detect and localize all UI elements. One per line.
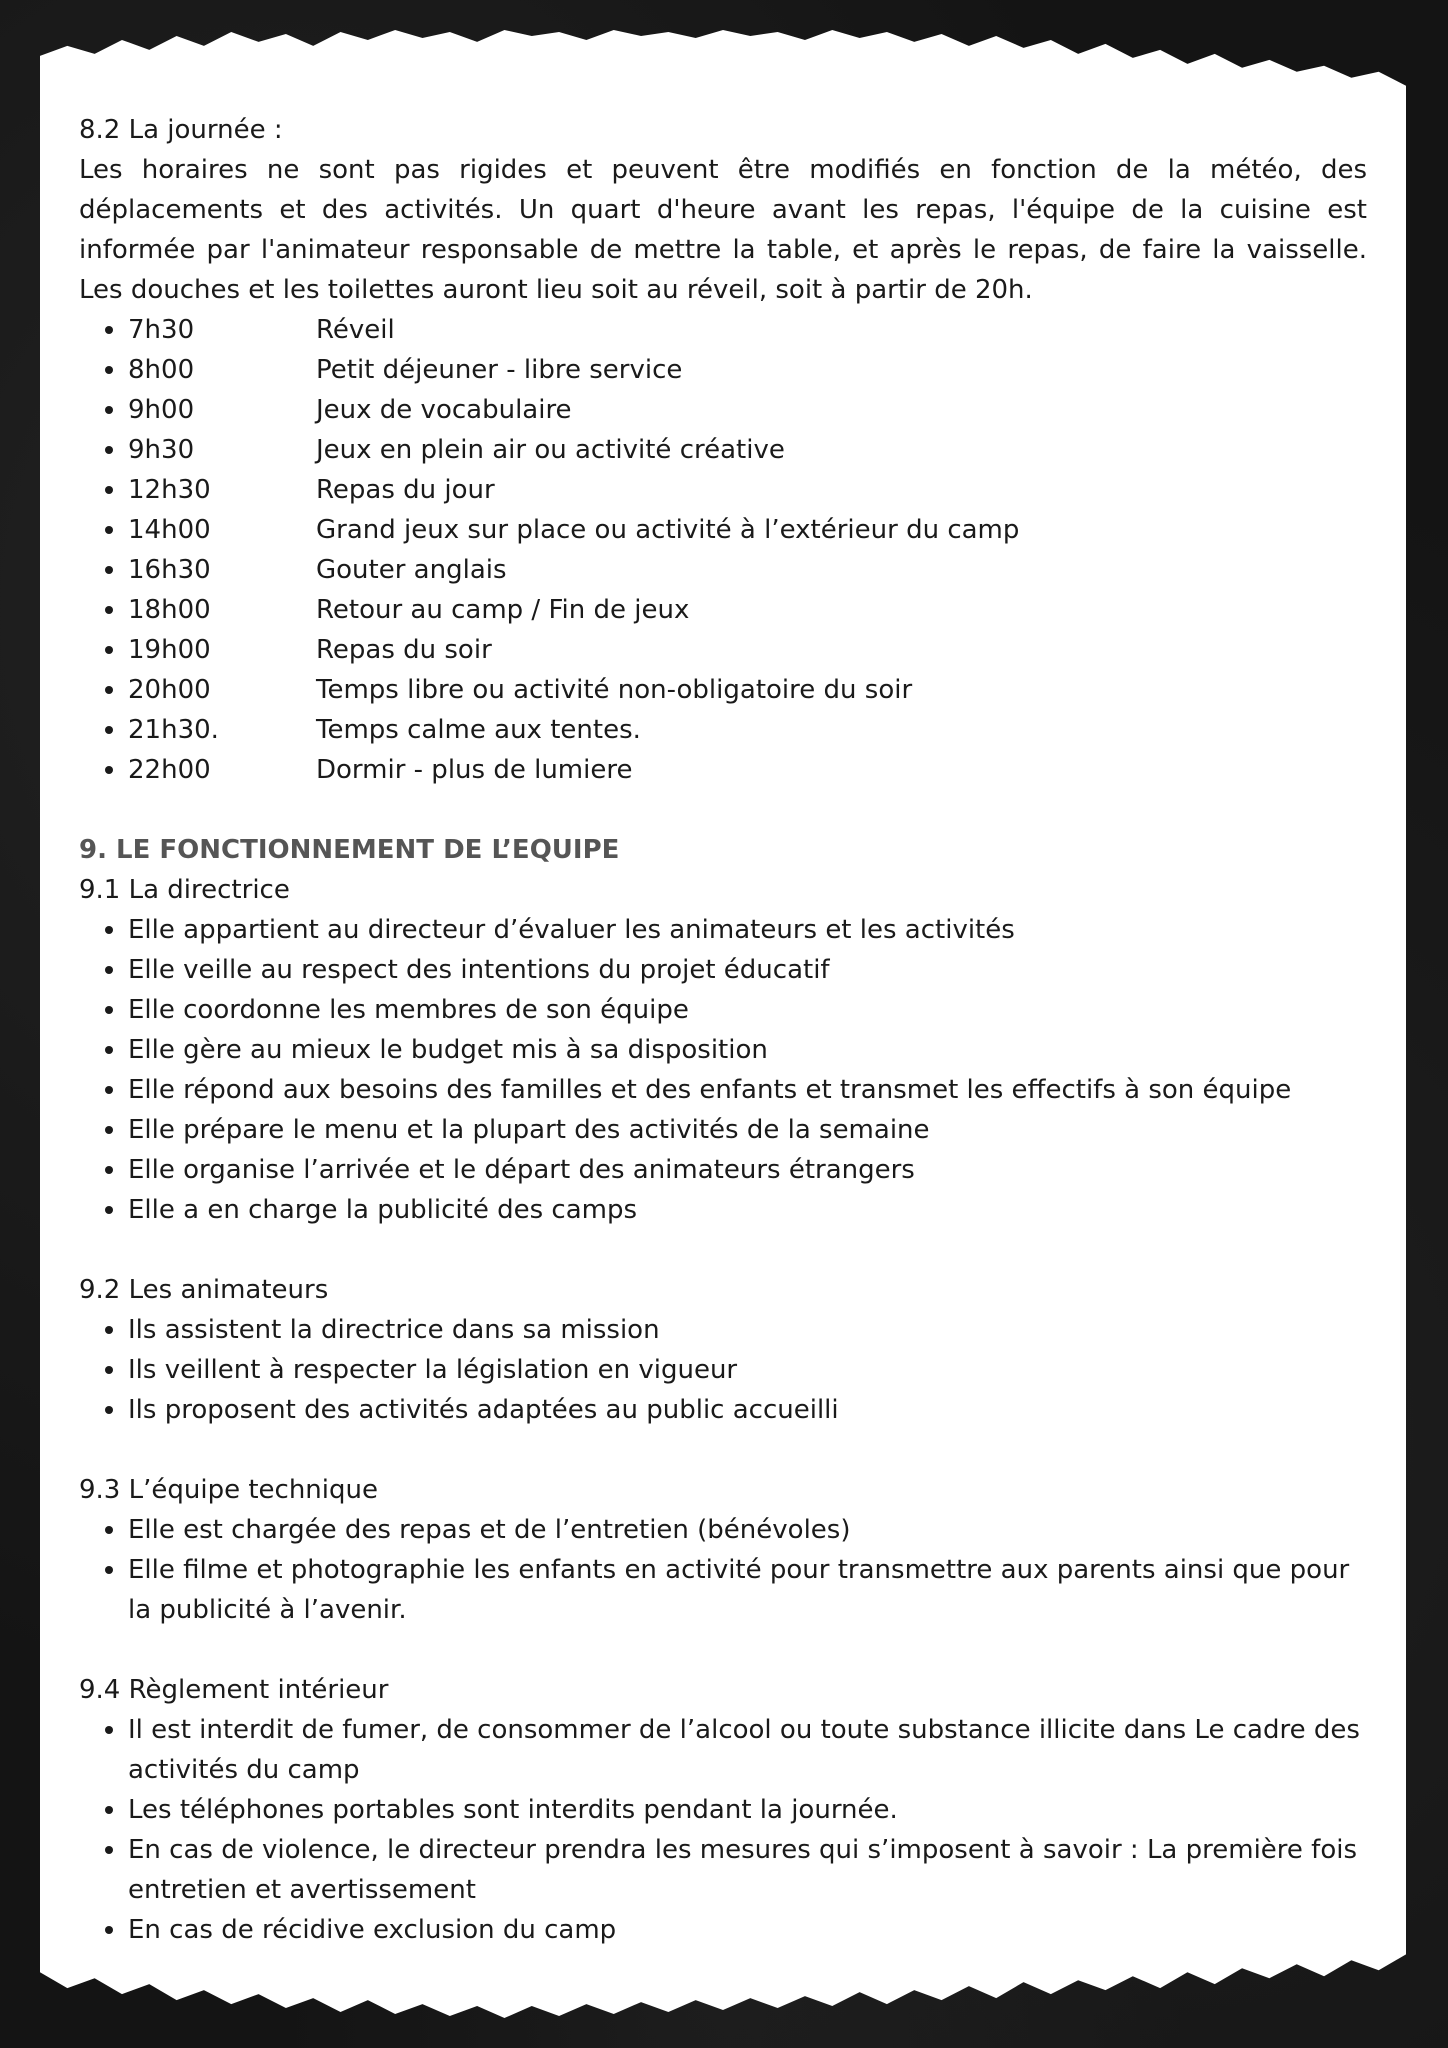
section-9-heading: 9. LE FONCTIONNEMENT DE L’EQUIPE <box>79 835 620 865</box>
list-item: Elle gère au mieux le budget mis à sa disposition <box>79 1030 1367 1070</box>
schedule-activity: Repas du soir <box>316 635 492 665</box>
schedule-activity: Dormir - plus de lumiere <box>316 755 633 785</box>
document-content <box>79 110 1367 1950</box>
list-item: Les téléphones portables sont interdits pendant la journée. <box>79 1790 1367 1830</box>
schedule-activity: Retour au camp / Fin de jeux <box>316 595 690 625</box>
spacer <box>79 1630 1367 1670</box>
schedule-activity: Repas du jour <box>316 475 495 505</box>
schedule-time: 21h30. <box>128 715 219 745</box>
section-9-1-title: 9.1 La directrice <box>79 875 290 905</box>
schedule-activity: Temps calme aux tentes. <box>316 715 641 745</box>
schedule-time: 16h30 <box>128 555 211 585</box>
list-item: Elle a en charge la publicité des camps <box>79 1190 1367 1230</box>
schedule-time: 18h00 <box>128 595 211 625</box>
schedule-time: 9h30 <box>128 435 195 465</box>
schedule-item <box>79 710 1367 750</box>
list-item: Elle coordonne les membres de son équipe <box>79 990 1367 1030</box>
schedule-time: 22h00 <box>128 755 211 785</box>
reglement-list <box>79 1710 1367 1950</box>
section-9-2-title: 9.2 Les animateurs <box>79 1275 329 1305</box>
schedule-item <box>79 430 1367 470</box>
schedule-activity: Gouter anglais <box>316 555 507 585</box>
schedule-item <box>79 390 1367 430</box>
schedule-time: 8h00 <box>128 355 195 385</box>
section-9-4-title: 9.4 Règlement intérieur <box>79 1675 389 1705</box>
schedule-activity: Réveil <box>316 315 395 345</box>
list-item: Ils proposent des activités adaptées au public accueilli <box>79 1390 1367 1430</box>
schedule-item <box>79 550 1367 590</box>
schedule-activity: Jeux de vocabulaire <box>316 395 572 425</box>
schedule-item <box>79 470 1367 510</box>
schedule-activity: Grand jeux sur place ou activité à l’extérieur du camp <box>316 515 1020 545</box>
list-item: Elle est chargée des repas et de l’entretien (bénévoles) <box>79 1510 1367 1550</box>
list-item: Elle veille au respect des intentions du projet éducatif <box>79 950 1367 990</box>
schedule-activity: Petit déjeuner - libre service <box>316 355 683 385</box>
schedule-time: 12h30 <box>128 475 211 505</box>
schedule-time: 19h00 <box>128 635 211 665</box>
schedule-item <box>79 590 1367 630</box>
spacer <box>79 1230 1367 1270</box>
list-item: Ils assistent la directrice dans sa mission <box>79 1310 1367 1350</box>
schedule-item <box>79 670 1367 710</box>
list-item: Il est interdit de fumer, de consommer de l’alcool ou toute substance illicite dans Le cadre des activités du camp <box>79 1710 1367 1790</box>
schedule-item <box>79 510 1367 550</box>
list-item: Elle répond aux besoins des familles et des enfants et transmet les effectifs à son équipe <box>79 1070 1367 1110</box>
schedule-time: 9h00 <box>128 395 195 425</box>
schedule-activity: Temps libre ou activité non-obligatoire du soir <box>316 675 913 705</box>
list-item: Ils veillent à respecter la législation en vigueur <box>79 1350 1367 1390</box>
list-item: En cas de violence, le directeur prendra les mesures qui s’imposent à savoir : La première fois entretien et avertissement <box>79 1830 1367 1910</box>
schedule-item <box>79 350 1367 390</box>
section-8-2-intro: Les horaires ne sont pas rigides et peuvent être modifiés en fonction de la météo, des déplacements et des activités. Un quart d'heure avant les repas, l'équipe de la cuisine est informée par l'animateur responsable de mettre la table, et après le repas, de faire la vaisselle. Les douches et les toilettes auront lieu soit au réveil, soit à partir de 20h. <box>79 155 1367 305</box>
section-9-3-title: 9.3 L’équipe technique <box>79 1475 378 1505</box>
spacer <box>79 1430 1367 1470</box>
list-item: Elle filme et photographie les enfants en activité pour transmettre aux parents ainsi que pour la publicité à l’avenir. <box>79 1550 1367 1630</box>
schedule-time: 14h00 <box>128 515 211 545</box>
section-8-2-title: 8.2 La journée : <box>79 115 283 145</box>
daily-schedule-list <box>79 310 1367 790</box>
technique-list <box>79 1510 1367 1630</box>
schedule-activity: Jeux en plein air ou activité créative <box>316 435 785 465</box>
schedule-time: 7h30 <box>128 315 195 345</box>
list-item: En cas de récidive exclusion du camp <box>79 1910 1367 1950</box>
schedule-time: 20h00 <box>128 675 211 705</box>
schedule-item <box>79 750 1367 790</box>
animateurs-list <box>79 1310 1367 1430</box>
list-item: Elle prépare le menu et la plupart des activités de la semaine <box>79 1110 1367 1150</box>
list-item: Elle organise l’arrivée et le départ des animateurs étrangers <box>79 1150 1367 1190</box>
spacer <box>79 790 1367 830</box>
directrice-list <box>79 910 1367 1230</box>
schedule-item <box>79 310 1367 350</box>
list-item: Elle appartient au directeur d’évaluer les animateurs et les activités <box>79 910 1367 950</box>
schedule-item <box>79 630 1367 670</box>
